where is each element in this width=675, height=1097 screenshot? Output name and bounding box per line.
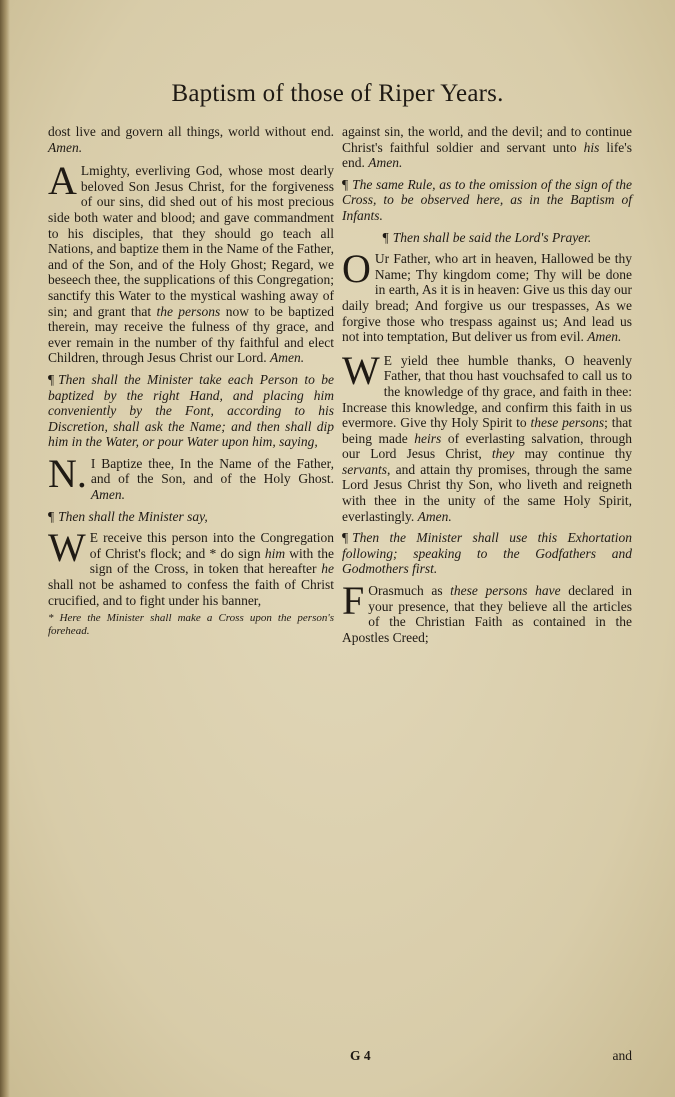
collect-prayer: A Lmighty, everliving God, whose most dearly beloved Son Jesus Christ, for the forgiveness of our sins, did shed out of his most precious side both water and blood; and gave commandment to his disciples, that they should go teach all Nations, and baptize them in the Name of the Father, and of the Son, and of the Holy Ghost; Regard, we beseech thee, the supplications of this Congregation; sanctify this Water to the mystical washing away of sin; and grant that the persons now to be baptized therein, may receive the fulness of thy grace, and ever remain in the number of thy faithful and elect Children, through Jesus Christ our Lord. Amen.	[48, 158, 335, 366]
binding-gutter	[0, 0, 10, 1097]
rubric-same-rule: ¶ The same Rule, as to the omission of the sign of the Cross, to be observed here, as in the Baptism of Infants.	[342, 176, 632, 223]
lords-prayer: O Ur Father, who art in heaven, Hallowed be thy Name; Thy kingdom come; Thy will be done in earth, As it is in heaven: Give us this day our daily bread; And forgive us our trespasses, As we forgive those who trespass against us; And lead us not into temptation, But deliver us from evil. Amen.	[342, 246, 632, 345]
left-column	[48, 124, 334, 642]
pilcrow-icon: ¶	[48, 508, 55, 524]
drop-cap: O	[342, 246, 371, 292]
left-paragraph-1: dost live and govern all things, world without end. Amen.	[48, 124, 334, 155]
baptism-formula: N. I Baptize thee, In the Name of the Father, and of the Son, and of the Holy Ghost. Amen.	[48, 450, 334, 503]
margin-note: * Here the Minister shall make a Cross upon the person's forehead.	[48, 612, 334, 638]
rubric-baptize: ¶ Then shall the Minister take each Person to be baptized by the right Hand, and placing him conveniently by the Font, according to his Discretion, shall ask the Name; and then shall dip him in the Water, or pour Water upon him, saying,	[48, 371, 334, 450]
pilcrow-icon: ¶	[48, 371, 55, 387]
right-column	[342, 124, 632, 649]
thanksgiving-prayer: W E yield thee humble thanks, O heavenly Father, that thou hast vouchsafed to call us to the knowledge of thy grace, and faith in thee: Increase this knowledge, and confirm this faith in us evermore. Give thy Holy Spirit to these persons; that being made heirs of everlasting salvation, through our Lord Jesus Christ, they may continue thy servants, and attain thy promises, through the same Lord Jesus Christ thy Son, who liveth and reigneth with thee in the unity of the same Holy Spirit, everlastingly. Amen.	[342, 347, 633, 524]
page-title: Baptism of those of Riper Years.	[171, 80, 504, 107]
reception-prayer: W E receive this person into the Congregation of Christ's flock; and * do sign him with the sign of the Cross, in token that hereafter he shall not be ashamed to confess the faith of Christ crucified, and to fight under his banner,	[48, 525, 335, 608]
exhortation: F Orasmuch as these persons have declared in your presence, that they believe all the articles of the Christian Faith as contained in the Apostles Creed;	[342, 578, 632, 645]
pilcrow-icon: ¶	[382, 229, 389, 245]
pilcrow-icon: ¶	[342, 530, 349, 546]
drop-cap: N.	[48, 450, 87, 496]
drop-cap: F	[342, 578, 365, 624]
catchword: and	[612, 1048, 632, 1063]
page-footer	[342, 1048, 632, 1064]
drop-cap: W	[48, 525, 86, 571]
rubric-minister-say: ¶ Then shall the Minister say,	[48, 508, 208, 524]
pilcrow-icon: ¶	[342, 176, 349, 192]
signature-mark: G 4	[350, 1048, 371, 1063]
drop-cap: A	[48, 158, 77, 204]
drop-cap: W	[342, 347, 380, 393]
right-paragraph-1: against sin, the world, and the devil; and to continue Christ's faithful soldier and servant unto his life's end. Amen.	[342, 124, 632, 171]
rubric-exhortation: ¶ Then the Minister shall use this Exhortation following; speaking to the Godfathers and Godmothers first.	[342, 530, 632, 577]
rubric-lords-prayer: ¶ Then shall be said the Lord's Prayer.	[382, 229, 592, 245]
